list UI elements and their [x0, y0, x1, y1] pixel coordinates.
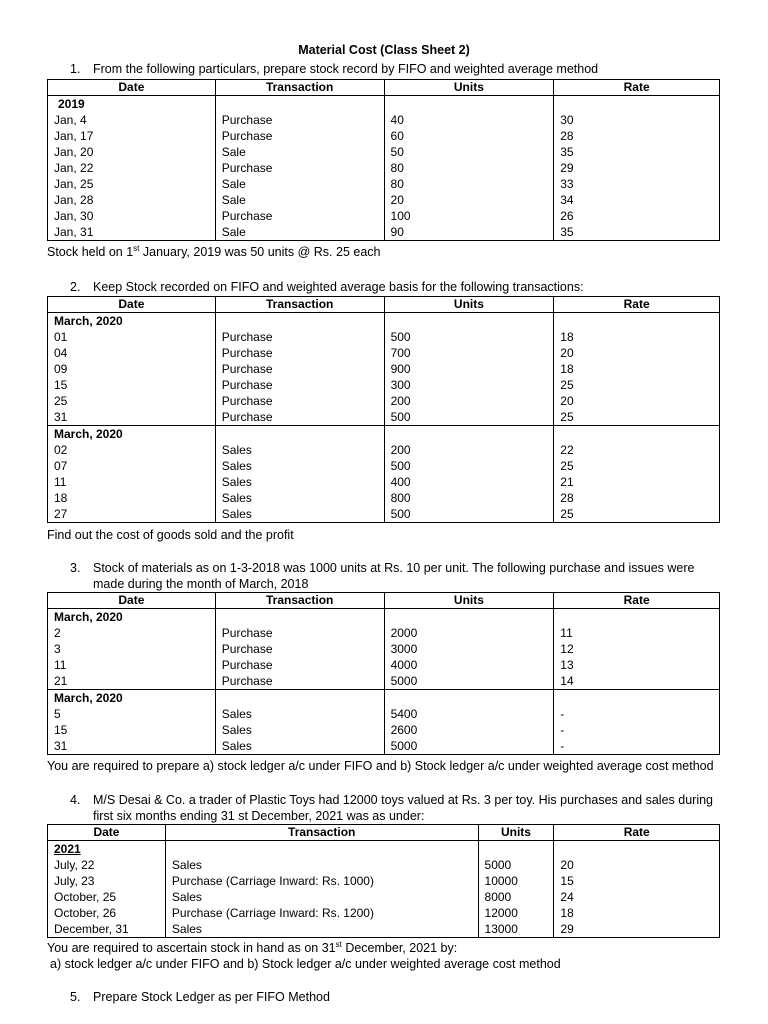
cell-transaction: Sales — [165, 921, 478, 938]
group-header-row — [48, 690, 720, 707]
cell-units: 50 — [384, 144, 554, 160]
group-label: March, 2020 — [54, 427, 123, 441]
cell-date: 31 — [48, 738, 216, 755]
table-row — [48, 160, 720, 176]
cell-date: 15 — [48, 722, 216, 738]
table-body — [48, 96, 720, 241]
col-header-units: Units — [384, 297, 554, 313]
cell-units: 5000 — [384, 738, 554, 755]
cell-transaction: Sales — [215, 722, 384, 738]
table-row — [48, 641, 720, 657]
question-4 — [70, 792, 730, 824]
cell-transaction: Purchase — [215, 409, 384, 426]
cell-rate: 11 — [554, 625, 720, 641]
col-header-transaction: Transaction — [165, 825, 478, 841]
cell-transaction: Purchase (Carriage Inward: Rs. 1200) — [165, 905, 478, 921]
group-label: 2019 — [58, 97, 85, 111]
cell-rate: 29 — [554, 160, 720, 176]
cell-date: 18 — [48, 490, 216, 506]
cell-units: 13000 — [478, 921, 554, 938]
cell-transaction: Sales — [215, 706, 384, 722]
table-row — [48, 144, 720, 160]
cell-rate: 34 — [554, 192, 720, 208]
cell-date: 01 — [48, 329, 216, 345]
question-number: 5. — [70, 990, 81, 1004]
cell-date: 04 — [48, 345, 216, 361]
cell-rate: 18 — [554, 361, 720, 377]
table-row — [48, 329, 720, 345]
cell-rate: 13 — [554, 657, 720, 673]
group-label: March, 2020 — [54, 314, 123, 328]
cell-rate: 35 — [554, 224, 720, 241]
question-4-note-line-1: You are required to ascertain stock in hand as on 31st December, 2021 by: — [47, 939, 458, 955]
table-row — [48, 625, 720, 641]
cell-transaction: Sale — [215, 144, 384, 160]
stock-table-1 — [47, 79, 720, 241]
table-row — [48, 224, 720, 241]
table-row — [48, 657, 720, 673]
table-row — [48, 857, 720, 873]
col-header-units: Units — [384, 80, 554, 96]
col-header-date: Date — [48, 297, 216, 313]
cell-date: July, 22 — [48, 857, 166, 873]
group-label: 2021 — [54, 842, 81, 856]
cell-units: 700 — [384, 345, 554, 361]
table-row — [48, 673, 720, 690]
question-text-line-1: M/S Desai & Co. a trader of Plastic Toys had 12000 toys valued at Rs. 3 per toy. His purchases and sales during — [93, 793, 713, 807]
cell-rate: - — [554, 722, 720, 738]
cell-date: Jan, 31 — [48, 224, 216, 241]
cell-units: 900 — [384, 361, 554, 377]
cell-transaction: Purchase — [215, 641, 384, 657]
cell-rate: - — [554, 706, 720, 722]
cell-date: 02 — [48, 442, 216, 458]
cell-transaction: Sale — [215, 192, 384, 208]
cell-rate: 25 — [554, 458, 720, 474]
question-1-note: Stock held on 1st January, 2019 was 50 units @ Rs. 25 each — [47, 243, 381, 259]
cell-date: Jan, 4 — [48, 112, 216, 128]
page-title: Material Cost (Class Sheet 2) — [298, 43, 470, 57]
cell-units: 80 — [384, 160, 554, 176]
cell-date: 07 — [48, 458, 216, 474]
cell-date: 27 — [48, 506, 216, 523]
cell-date: 09 — [48, 361, 216, 377]
table-row — [48, 128, 720, 144]
group-header-row — [48, 96, 720, 113]
cell-units: 200 — [384, 393, 554, 409]
question-text: Keep Stock recorded on FIFO and weighted average basis for the following transactions: — [93, 280, 584, 294]
question-5 — [70, 989, 730, 1005]
table-row — [48, 345, 720, 361]
col-header-transaction: Transaction — [215, 80, 384, 96]
cell-units: 300 — [384, 377, 554, 393]
table-row — [48, 921, 720, 938]
group-header-row — [48, 313, 720, 330]
cell-transaction: Sales — [215, 738, 384, 755]
cell-date: 5 — [48, 706, 216, 722]
cell-units: 800 — [384, 490, 554, 506]
cell-units: 80 — [384, 176, 554, 192]
question-number: 4. — [70, 793, 81, 807]
group-header-row — [48, 609, 720, 626]
table-row — [48, 506, 720, 523]
cell-units: 5000 — [384, 673, 554, 690]
cell-rate: 25 — [554, 409, 720, 426]
table-row — [48, 722, 720, 738]
cell-date: October, 25 — [48, 889, 166, 905]
col-header-transaction: Transaction — [215, 593, 384, 609]
cell-transaction: Purchase — [215, 393, 384, 409]
col-header-date: Date — [48, 825, 166, 841]
question-3-note: You are required to prepare a) stock ledger a/c under FIFO and b) Stock ledger a/c under weighted average cost method — [47, 759, 714, 773]
col-header-rate: Rate — [554, 80, 720, 96]
cell-units: 500 — [384, 329, 554, 345]
table-body-purchases — [48, 313, 720, 426]
table-body-sales — [48, 690, 720, 755]
cell-rate: 29 — [554, 921, 720, 938]
cell-units: 2600 — [384, 722, 554, 738]
table-row — [48, 873, 720, 889]
cell-transaction: Purchase — [215, 361, 384, 377]
cell-date: Jan, 28 — [48, 192, 216, 208]
question-text-line-2: first six months ending 31 st December, 2021 was as under: — [93, 809, 425, 823]
cell-date: 31 — [48, 409, 216, 426]
cell-rate: 15 — [554, 873, 720, 889]
cell-transaction: Sales — [215, 490, 384, 506]
cell-units: 5400 — [384, 706, 554, 722]
cell-date: Jan, 25 — [48, 176, 216, 192]
cell-date: 15 — [48, 377, 216, 393]
stock-table-2 — [47, 296, 720, 523]
question-2-note: Find out the cost of goods sold and the profit — [47, 528, 294, 542]
table-body-sales — [48, 426, 720, 523]
cell-units: 4000 — [384, 657, 554, 673]
cell-rate: 22 — [554, 442, 720, 458]
table-row — [48, 176, 720, 192]
cell-date: July, 23 — [48, 873, 166, 889]
cell-rate: 21 — [554, 474, 720, 490]
cell-transaction: Purchase — [215, 625, 384, 641]
group-label: March, 2020 — [54, 610, 123, 624]
cell-rate: 25 — [554, 377, 720, 393]
question-text-line-2: made during the month of March, 2018 — [93, 577, 309, 591]
cell-date: 3 — [48, 641, 216, 657]
col-header-date: Date — [48, 80, 216, 96]
cell-rate: 20 — [554, 857, 720, 873]
cell-transaction: Sale — [215, 176, 384, 192]
table-row — [48, 706, 720, 722]
cell-units: 100 — [384, 208, 554, 224]
cell-date: 11 — [48, 474, 216, 490]
cell-transaction: Sales — [215, 442, 384, 458]
question-1 — [70, 61, 730, 77]
cell-transaction: Purchase — [215, 160, 384, 176]
cell-date: Jan, 30 — [48, 208, 216, 224]
cell-date: October, 26 — [48, 905, 166, 921]
table-row — [48, 409, 720, 426]
table-row — [48, 905, 720, 921]
cell-transaction: Purchase — [215, 657, 384, 673]
cell-rate: 20 — [554, 345, 720, 361]
cell-rate: 33 — [554, 176, 720, 192]
cell-transaction: Sale — [215, 224, 384, 241]
cell-date: 25 — [48, 393, 216, 409]
table-row — [48, 458, 720, 474]
cell-rate: 12 — [554, 641, 720, 657]
cell-units: 2000 — [384, 625, 554, 641]
question-text-line-1: Stock of materials as on 1-3-2018 was 1000 units at Rs. 10 per unit. The following purchase and issues were — [93, 561, 695, 575]
cell-rate: 24 — [554, 889, 720, 905]
question-2 — [70, 279, 730, 295]
question-3 — [70, 560, 730, 592]
stock-table-3 — [47, 592, 720, 755]
col-header-rate: Rate — [554, 297, 720, 313]
group-header-row — [48, 841, 720, 858]
cell-rate: - — [554, 738, 720, 755]
cell-rate: 20 — [554, 393, 720, 409]
cell-transaction: Sales — [165, 889, 478, 905]
cell-rate: 28 — [554, 490, 720, 506]
cell-transaction: Sales — [215, 474, 384, 490]
col-header-units: Units — [384, 593, 554, 609]
cell-rate: 14 — [554, 673, 720, 690]
cell-units: 500 — [384, 506, 554, 523]
cell-units: 5000 — [478, 857, 554, 873]
cell-units: 40 — [384, 112, 554, 128]
table-row — [48, 474, 720, 490]
cell-date: Jan, 22 — [48, 160, 216, 176]
cell-date: 21 — [48, 673, 216, 690]
cell-transaction: Sales — [215, 506, 384, 523]
question-4-note-line-2: a) stock ledger a/c under FIFO and b) Stock ledger a/c under weighted average cost method — [50, 957, 561, 971]
col-header-rate: Rate — [554, 825, 720, 841]
table-row — [48, 393, 720, 409]
cell-units: 500 — [384, 409, 554, 426]
cell-units: 8000 — [478, 889, 554, 905]
cell-rate: 18 — [554, 329, 720, 345]
cell-rate: 28 — [554, 128, 720, 144]
col-header-date: Date — [48, 593, 216, 609]
table-row — [48, 889, 720, 905]
group-label: March, 2020 — [54, 691, 123, 705]
table-row — [48, 490, 720, 506]
table-row — [48, 208, 720, 224]
cell-units: 200 — [384, 442, 554, 458]
cell-date: 11 — [48, 657, 216, 673]
cell-transaction: Purchase — [215, 345, 384, 361]
cell-transaction: Sales — [165, 857, 478, 873]
question-number: 1. — [70, 62, 81, 76]
cell-transaction: Purchase — [215, 208, 384, 224]
col-header-rate: Rate — [554, 593, 720, 609]
cell-units: 12000 — [478, 905, 554, 921]
cell-transaction: Purchase — [215, 128, 384, 144]
cell-units: 10000 — [478, 873, 554, 889]
cell-transaction: Purchase — [215, 329, 384, 345]
table-body — [48, 841, 720, 938]
table-row — [48, 442, 720, 458]
cell-transaction: Purchase (Carriage Inward: Rs. 1000) — [165, 873, 478, 889]
cell-rate: 35 — [554, 144, 720, 160]
group-header-row — [48, 426, 720, 443]
col-header-units: Units — [478, 825, 554, 841]
cell-transaction: Purchase — [215, 673, 384, 690]
cell-rate: 26 — [554, 208, 720, 224]
cell-rate: 25 — [554, 506, 720, 523]
cell-units: 90 — [384, 224, 554, 241]
table-row — [48, 112, 720, 128]
question-text: Prepare Stock Ledger as per FIFO Method — [93, 990, 330, 1004]
cell-transaction: Purchase — [215, 377, 384, 393]
table-body-purchases — [48, 609, 720, 690]
cell-transaction: Purchase — [215, 112, 384, 128]
question-number: 3. — [70, 561, 81, 575]
cell-transaction: Sales — [215, 458, 384, 474]
table-row — [48, 377, 720, 393]
table-row — [48, 361, 720, 377]
cell-date: 2 — [48, 625, 216, 641]
cell-units: 400 — [384, 474, 554, 490]
col-header-transaction: Transaction — [215, 297, 384, 313]
cell-rate: 18 — [554, 905, 720, 921]
cell-date: Jan, 20 — [48, 144, 216, 160]
cell-units: 500 — [384, 458, 554, 474]
cell-units: 60 — [384, 128, 554, 144]
cell-date: December, 31 — [48, 921, 166, 938]
question-text: From the following particulars, prepare stock record by FIFO and weighted average method — [93, 62, 599, 76]
table-row — [48, 192, 720, 208]
question-number: 2. — [70, 280, 81, 294]
cell-date: Jan, 17 — [48, 128, 216, 144]
table-row — [48, 738, 720, 755]
stock-table-4 — [47, 824, 720, 938]
cell-units: 20 — [384, 192, 554, 208]
cell-units: 3000 — [384, 641, 554, 657]
cell-rate: 30 — [554, 112, 720, 128]
